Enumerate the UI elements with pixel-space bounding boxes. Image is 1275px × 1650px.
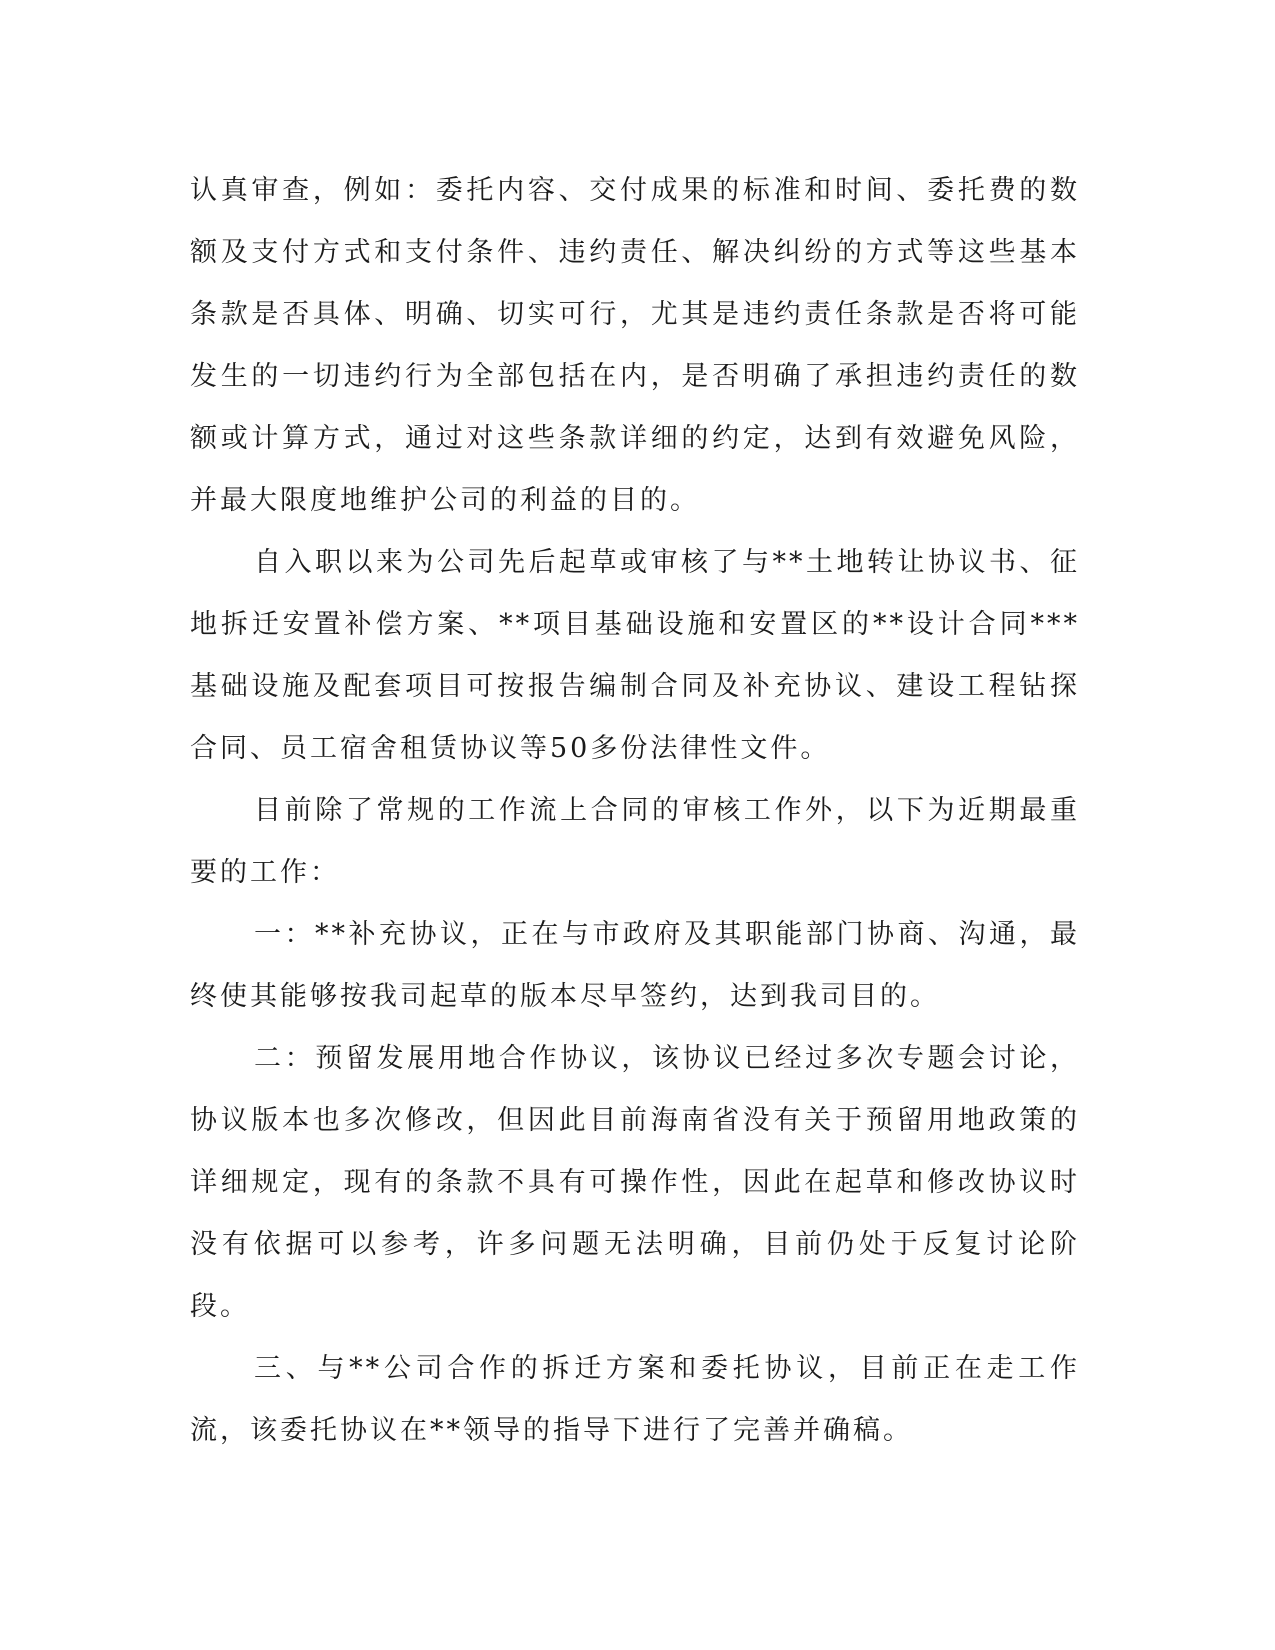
paragraph-item-one: 一：**补充协议，正在与市政府及其职能部门协商、沟通，最终使其能够按我司起草的版本尽早签约，达到我司目的。 [190,919,1080,1012]
document-body [190,160,1080,1462]
paragraph-drafted-documents: 自入职以来为公司先后起草或审核了与**土地转让协议书、征地拆迁安置补偿方案、**项目基础设施和安置区的**设计合同***基础设施及配套项目可按报告编制合同及补充协议、建设工程钻探合同、员工宿舍租赁协议等50多份法律性文件。 [190,547,1080,764]
paragraph-item-two: 二：预留发展用地合作协议，该协议已经过多次专题会讨论，协议版本也多次修改，但因此目前海南省没有关于预留用地政策的详细规定，现有的条款不具有可操作性，因此在起草和修改协议时没有依据可以参考，许多问题无法明确，目前仍处于反复讨论阶段。 [190,1043,1080,1322]
paragraph-current-work-intro: 目前除了常规的工作流上合同的审核工作外，以下为近期最重要的工作： [190,795,1080,888]
paragraph-item-three: 三、与**公司合作的拆迁方案和委托协议，目前正在走工作流，该委托协议在**领导的指导下进行了完善并确稿。 [190,1353,1080,1446]
paragraph-continued-review: 认真审查，例如：委托内容、交付成果的标准和时间、委托费的数额及支付方式和支付条件、违约责任、解决纠纷的方式等这些基本条款是否具体、明确、切实可行，尤其是违约责任条款是否将可能发生的一切违约行为全部包括在内，是否明确了承担违约责任的数额或计算方式，通过对这些条款详细的约定，达到有效避免风险，并最大限度地维护公司的利益的目的。 [190,175,1080,516]
